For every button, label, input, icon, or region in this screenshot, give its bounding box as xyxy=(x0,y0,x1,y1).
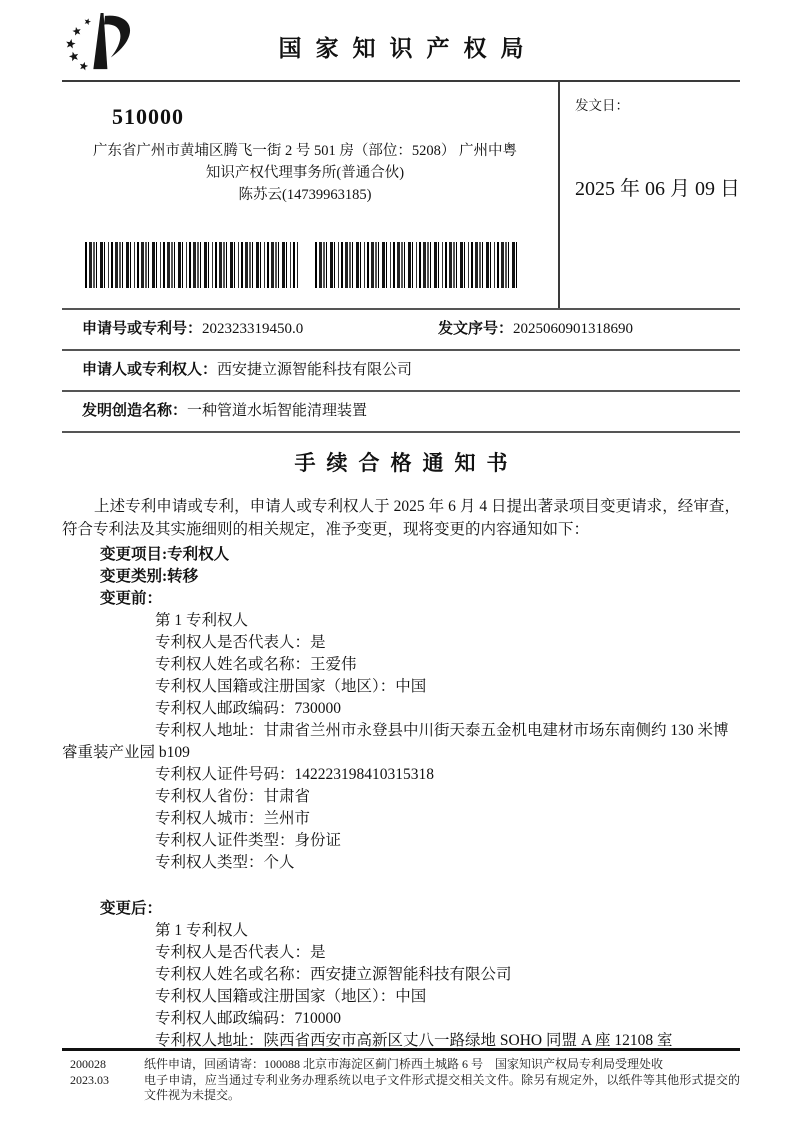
application-number-value: 202323319450.0 xyxy=(202,321,304,337)
before-item: 专利权人地址：甘肃省兰州市永登县中川街天泰五金机电建材市场东南侧约 130 米博睿重装产业园 b109 xyxy=(62,722,729,761)
recipient-address xyxy=(74,140,536,206)
after-label: 变更后： xyxy=(100,900,163,917)
before-item: 专利权人是否代表人：是 xyxy=(155,634,326,651)
application-number-row xyxy=(62,310,740,351)
before-item: 专利权人邮政编码：730000 xyxy=(155,700,342,717)
barcode-left-icon xyxy=(85,242,298,288)
after-item: 专利权人国籍或注册国家（地区）：中国 xyxy=(155,988,427,1005)
before-item: 专利权人城市：兰州市 xyxy=(155,810,311,827)
recipient-address-line2: 知识产权代理事务所(普通合伙) xyxy=(205,165,405,181)
footer-note-line2: 电子申请，应当通过专利业务办理系统以电子文件形式提交相关文件。除另有规定外，以纸件等其他形式提交的文件视为未提交。 xyxy=(144,1072,740,1102)
issue-date-block xyxy=(558,82,740,308)
before-item: 专利权人省份：甘肃省 xyxy=(155,788,311,805)
notice-intro: 上述专利申请或专利，申请人或专利权人于 2025 年 6 月 4 日提出著录项目变更请求，经审查，符合专利法及其实施细则的相关规定，准予变更，现将变更的内容通知如下： xyxy=(62,498,740,538)
postal-code: 510000 xyxy=(112,104,184,129)
notice-title: 手续合格通知书 xyxy=(294,451,519,475)
meta-table xyxy=(62,308,740,433)
before-item: 第 1 专利权人 xyxy=(155,612,249,629)
masthead xyxy=(62,10,740,80)
before-label: 变更前： xyxy=(100,590,163,607)
after-item: 专利权人地址：陕西省西安市高新区丈八一路绿地 SOHO 同盟 A 座 12108 室 xyxy=(155,1032,673,1049)
before-item: 专利权人证件类型：身份证 xyxy=(155,832,342,849)
issue-date-label: 发文日： xyxy=(575,98,629,113)
serial-number-value: 2025060901318690 xyxy=(513,321,634,337)
barcodes xyxy=(85,242,558,288)
after-item: 专利权人邮政编码：710000 xyxy=(155,1010,342,1027)
invention-value: 一种管道水垢智能清理装置 xyxy=(187,403,368,419)
recipient-contact: 陈苏云(14739963185) xyxy=(238,187,372,203)
after-item: 专利权人是否代表人：是 xyxy=(155,944,326,961)
application-number-cell xyxy=(82,319,438,340)
invention-label: 发明创造名称： xyxy=(82,403,188,419)
applicant-label: 申请人或专利权人： xyxy=(82,362,218,378)
form-version: 2023.03 xyxy=(70,1072,109,1087)
applicant-value: 西安捷立源智能科技有限公司 xyxy=(217,362,413,378)
issue-date-value: 2025 年 06 月 09 日 xyxy=(575,178,740,200)
application-number-label: 申请号或专利号： xyxy=(82,321,203,337)
change-type-line: 变更类别:转移 xyxy=(100,568,199,585)
barcode-right-icon xyxy=(315,242,520,288)
footer-note-line1: 纸件申请，回函请寄：100088 北京市海淀区蓟门桥西土城路 6 号 国家知识产权局专利局受理处收 xyxy=(144,1057,664,1071)
recipient-block xyxy=(62,82,558,308)
info-block xyxy=(62,82,740,308)
page-footer xyxy=(62,1048,740,1104)
after-item: 专利权人姓名或名称：西安捷立源智能科技有限公司 xyxy=(155,966,512,983)
before-item: 专利权人类型：个人 xyxy=(155,854,295,871)
applicant-row xyxy=(62,351,740,392)
agency-title: 国家知识产权局 xyxy=(278,36,538,61)
form-identifiers xyxy=(62,1057,144,1104)
footer-rule xyxy=(62,1048,740,1051)
cnipa-logo-icon xyxy=(62,12,146,74)
after-item: 第 1 专利权人 xyxy=(155,922,249,939)
footer-notes xyxy=(144,1057,740,1104)
before-item: 专利权人姓名或名称：王爱伟 xyxy=(155,656,357,673)
recipient-address-line1: 广东省广州市黄埔区腾飞一街 2 号 501 房（部位：5208） 广州中粤 xyxy=(92,143,518,159)
before-item: 专利权人国籍或注册国家（地区）：中国 xyxy=(155,678,427,695)
serial-number-cell xyxy=(438,319,633,340)
invention-row xyxy=(62,392,740,433)
change-item-line: 变更项目:专利权人 xyxy=(100,546,230,563)
serial-number-label: 发文序号： xyxy=(438,321,514,337)
before-item: 专利权人证件号码：142223198410315318 xyxy=(155,766,435,783)
form-code: 200028 xyxy=(70,1057,106,1071)
